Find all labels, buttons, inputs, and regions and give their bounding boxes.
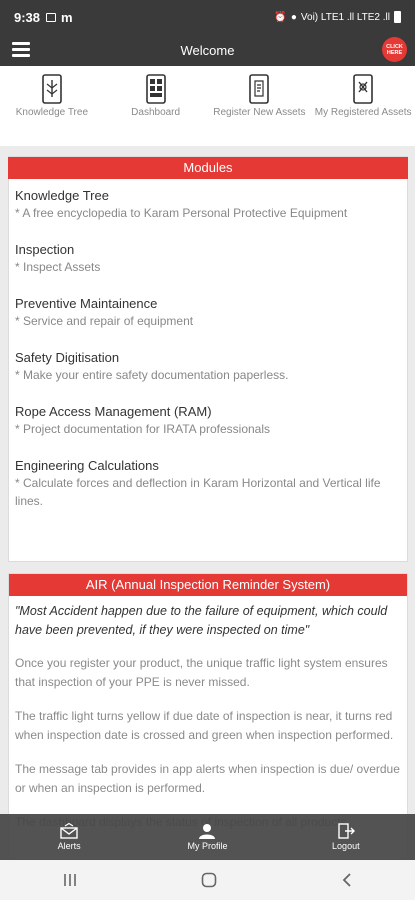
knowledge-tree-icon	[41, 74, 63, 104]
click-here-badge[interactable]: CLICK HERE	[382, 37, 407, 62]
module-item[interactable]	[9, 187, 407, 222]
air-header: AIR (Annual Inspection Reminder System)	[8, 574, 408, 596]
module-title: Knowledge Tree	[15, 188, 109, 203]
nav-label: Register New Assets	[213, 107, 306, 118]
module-desc: * Inspect Assets	[15, 260, 101, 274]
location-icon: ●	[290, 11, 297, 23]
nav-label: My Registered Assets	[314, 107, 412, 118]
status-bar	[0, 0, 415, 34]
modules-header: Modules	[8, 157, 408, 179]
air-paragraph: The message tab provides in app alerts when inspection is due/ overdue or when an inspection is performed.	[15, 762, 400, 795]
modules-panel	[8, 156, 408, 562]
module-item[interactable]	[9, 403, 407, 438]
bottom-tab-bar	[0, 814, 415, 860]
module-desc: * Service and repair of equipment	[15, 314, 194, 328]
battery-icon	[394, 11, 401, 23]
tab-my-profile[interactable]	[152, 823, 262, 851]
module-desc: * Make your entire safety documentation paperless.	[15, 368, 289, 382]
page-title: Welcome	[180, 42, 235, 58]
network-status: Voi) LTE1 .ll LTE2 .ll	[300, 11, 390, 23]
logout-icon	[337, 823, 355, 839]
air-paragraph: The traffic light turns yellow if due date of inspection is near, it turns red when inspection date is crossed and green when inspection performed.	[15, 709, 394, 742]
module-title: Inspection	[15, 242, 75, 257]
module-item[interactable]	[9, 295, 407, 330]
profile-icon	[198, 823, 216, 839]
clock: 9:38	[14, 9, 41, 25]
register-assets-icon	[248, 74, 270, 104]
module-item[interactable]	[9, 349, 407, 384]
module-title: Rope Access Management (RAM)	[15, 404, 212, 419]
air-quote: "Most Accident happen due to the failure of equipment, which could have been prevented, if they were inspected on time"	[15, 604, 388, 637]
quick-nav	[0, 66, 415, 146]
app-bar	[0, 34, 415, 66]
nav-label: Knowledge Tree	[15, 107, 89, 118]
recents-icon[interactable]	[62, 873, 78, 887]
tab-label: Logout	[332, 841, 360, 851]
dashboard-icon	[145, 74, 167, 104]
home-icon[interactable]	[201, 872, 217, 888]
menu-icon[interactable]	[12, 42, 30, 57]
module-item[interactable]	[9, 241, 407, 276]
gallery-icon	[46, 13, 56, 22]
tab-logout[interactable]	[291, 823, 401, 851]
tab-label: Alerts	[57, 841, 81, 851]
registered-assets-icon	[352, 74, 374, 104]
tab-label: My Profile	[187, 841, 228, 851]
nav-register-new-assets[interactable]	[209, 74, 309, 119]
module-desc: * Calculate forces and deflection in Karam Horizontal and Vertical life lines.	[15, 476, 381, 508]
nav-knowledge-tree[interactable]	[2, 74, 102, 119]
nav-label: Dashboard	[131, 107, 181, 118]
back-icon[interactable]	[341, 872, 353, 888]
module-title: Safety Digitisation	[15, 350, 120, 365]
module-item[interactable]	[9, 457, 407, 510]
module-desc: * A free encyclopedia to Karam Personal Protective Equipment	[15, 206, 348, 220]
module-title: Preventive Maintainence	[15, 296, 158, 311]
alerts-icon	[60, 823, 78, 839]
nav-dashboard[interactable]	[106, 74, 206, 119]
air-paragraph: Once you register your product, the unique traffic light system ensures that inspection of your PPE is never missed.	[15, 656, 388, 689]
carrier-icon: m	[61, 9, 73, 25]
tab-alerts[interactable]	[14, 823, 124, 851]
system-nav-bar	[0, 860, 415, 900]
module-desc: * Project documentation for IRATA professionals	[15, 422, 271, 436]
alarm-icon: ⏰	[274, 11, 287, 23]
module-title: Engineering Calculations	[15, 458, 159, 473]
nav-my-registered-assets[interactable]	[313, 74, 413, 119]
